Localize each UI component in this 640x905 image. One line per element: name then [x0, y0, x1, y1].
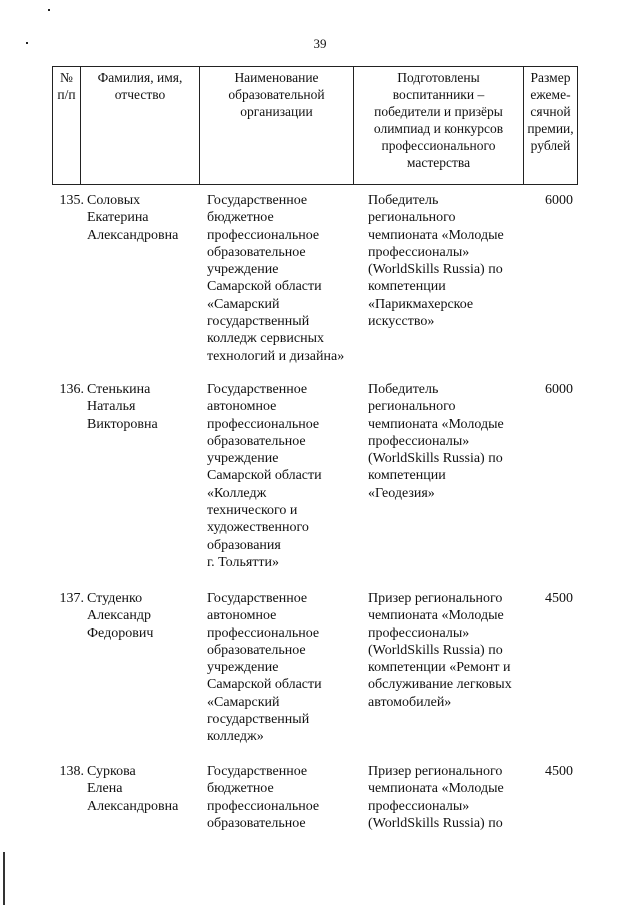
- achievement-line: «Парикмахерское: [368, 296, 474, 312]
- achievement-line: профессионалы»: [368, 798, 470, 814]
- header-row: [53, 67, 578, 185]
- organization-line: «Самарский: [207, 296, 280, 312]
- achievement-line: (WorldSkills Russia) по: [368, 642, 503, 658]
- header-line: отчество: [114, 87, 166, 102]
- organization-line: государственный: [207, 314, 310, 330]
- row-number: 135.: [59, 193, 84, 208]
- achievement-line: чемпионата «Молодые: [368, 227, 504, 243]
- organization-line: профессиональное: [207, 227, 320, 243]
- achievement-line: чемпионата «Молодые: [368, 781, 504, 797]
- header-table: [52, 66, 578, 185]
- achievement-line: Победитель: [368, 382, 439, 397]
- organization-line: учреждение: [207, 660, 279, 676]
- row-number: 136.: [59, 382, 84, 397]
- organization-line: образования: [207, 537, 281, 553]
- achievement-line: (WorldSkills Russia) по: [368, 815, 503, 831]
- person-name-line: Екатерина: [87, 210, 149, 226]
- organization-line: «Самарский: [207, 694, 280, 710]
- organization-line: автономное: [207, 399, 277, 415]
- person-name-line: Елена: [87, 781, 123, 797]
- header-line: олимпиад и конкурсов: [373, 121, 504, 136]
- header-org: [200, 67, 354, 185]
- person-name-line: Стенькина: [87, 382, 151, 397]
- bonus-amount: 6000: [545, 382, 573, 397]
- header-line: Размер: [530, 70, 571, 85]
- bonus-amount: 6000: [545, 193, 573, 208]
- organization: [207, 192, 367, 365]
- achievement: [368, 192, 528, 330]
- header-achievement: [354, 67, 524, 185]
- header-line: ежеме-: [530, 87, 571, 102]
- organization-line: образовательное: [207, 815, 306, 831]
- organization-line: образовательное: [207, 642, 306, 658]
- scan-mark: [26, 42, 28, 44]
- achievement-line: чемпионата «Молодые: [368, 416, 504, 432]
- header-num: [53, 67, 81, 185]
- bonus-amount: 4500: [545, 591, 573, 606]
- person-name-line: Студенко: [87, 591, 143, 606]
- achievement-line: регионального: [368, 210, 456, 226]
- header-name: [81, 67, 200, 185]
- person-name-line: Александровна: [87, 227, 179, 243]
- achievement-line: регионального: [368, 399, 456, 415]
- header-line: Фамилия, имя,: [97, 70, 183, 85]
- header-line: №: [60, 70, 73, 85]
- header-line: организации: [240, 104, 313, 119]
- achievement: [368, 381, 528, 502]
- header-line: профессионального: [381, 138, 496, 153]
- achievement-line: обслуживание легковых: [368, 677, 512, 693]
- header-line: Подготовлены: [397, 70, 480, 85]
- scan-edge-line: [3, 852, 5, 905]
- bonus-amount: 4500: [545, 764, 573, 779]
- header-line: победители и призёры: [374, 104, 503, 119]
- organization-line: образовательное: [207, 433, 306, 449]
- person-name-line: Викторовна: [87, 416, 158, 432]
- organization: [207, 381, 367, 571]
- achievement-line: «Геодезия»: [368, 485, 435, 501]
- page-number: 39: [313, 36, 327, 51]
- person-name-line: Федорович: [87, 625, 154, 641]
- organization-line: Государственное: [207, 591, 308, 606]
- organization-line: профессиональное: [207, 625, 320, 641]
- header-line: образовательной: [228, 87, 325, 102]
- achievement-line: Призер регионального: [368, 764, 503, 779]
- achievement-line: профессионалы»: [368, 433, 470, 449]
- organization-line: технологий и дизайна»: [207, 348, 345, 364]
- person-name: [87, 763, 205, 815]
- person-name-line: Суркова: [87, 764, 136, 779]
- header-amount: [524, 67, 578, 185]
- scan-mark: [48, 9, 50, 11]
- achievement-line: (WorldSkills Russia) по: [368, 262, 503, 278]
- achievement-line: искусство»: [368, 314, 435, 330]
- achievement-line: (WorldSkills Russia) по: [368, 451, 503, 467]
- achievement-line: Призер регионального: [368, 591, 503, 606]
- achievement-line: компетенции: [368, 468, 446, 484]
- achievement-line: Победитель: [368, 193, 439, 208]
- header-line: рублей: [530, 138, 571, 153]
- organization-line: Государственное: [207, 193, 308, 208]
- organization-line: государственный: [207, 712, 310, 728]
- person-name: [87, 192, 205, 244]
- organization-line: технического и: [207, 503, 298, 519]
- organization-line: бюджетное: [207, 210, 274, 226]
- person-name-line: Александр: [87, 608, 151, 624]
- header-line: премии,: [527, 121, 574, 136]
- achievement: [368, 590, 528, 711]
- organization-line: «Колледж: [207, 485, 267, 501]
- organization-line: Самарской области: [207, 468, 322, 484]
- organization-line: Самарской области: [207, 677, 322, 693]
- row-number: 137.: [59, 591, 84, 606]
- achievement-line: компетенции «Ремонт и: [368, 660, 511, 676]
- organization-line: Государственное: [207, 764, 308, 779]
- organization-line: Государственное: [207, 382, 308, 397]
- organization-line: бюджетное: [207, 781, 274, 797]
- person-name-line: Александровна: [87, 798, 179, 814]
- row-number: 138.: [59, 764, 84, 779]
- person-name-line: Соловых: [87, 193, 141, 208]
- person-name-line: Наталья: [87, 399, 136, 415]
- header-line: п/п: [57, 87, 76, 102]
- organization-line: учреждение: [207, 451, 279, 467]
- achievement-line: автомобилей»: [368, 694, 452, 710]
- header-line: мастерства: [406, 155, 471, 170]
- organization-line: г. Тольятти»: [207, 554, 280, 570]
- organization: [207, 590, 367, 746]
- person-name: [87, 381, 205, 433]
- achievement-line: профессионалы»: [368, 244, 470, 260]
- organization: [207, 763, 367, 832]
- organization-line: Самарской области: [207, 279, 322, 295]
- organization-line: художественного: [207, 520, 309, 536]
- achievement-line: чемпионата «Молодые: [368, 608, 504, 624]
- organization-line: колледж сервисных: [207, 331, 325, 347]
- organization-line: профессиональное: [207, 798, 320, 814]
- organization-line: профессиональное: [207, 416, 320, 432]
- person-name: [87, 590, 205, 642]
- achievement: [368, 763, 528, 832]
- header-line: воспитанники –: [392, 87, 485, 102]
- achievement-line: компетенции: [368, 279, 446, 295]
- organization-line: автономное: [207, 608, 277, 624]
- organization-line: образовательное: [207, 244, 306, 260]
- header-line: сячной: [530, 104, 571, 119]
- organization-line: учреждение: [207, 262, 279, 278]
- achievement-line: профессионалы»: [368, 625, 470, 641]
- header-line: Наименование: [234, 70, 319, 85]
- organization-line: колледж»: [207, 729, 264, 745]
